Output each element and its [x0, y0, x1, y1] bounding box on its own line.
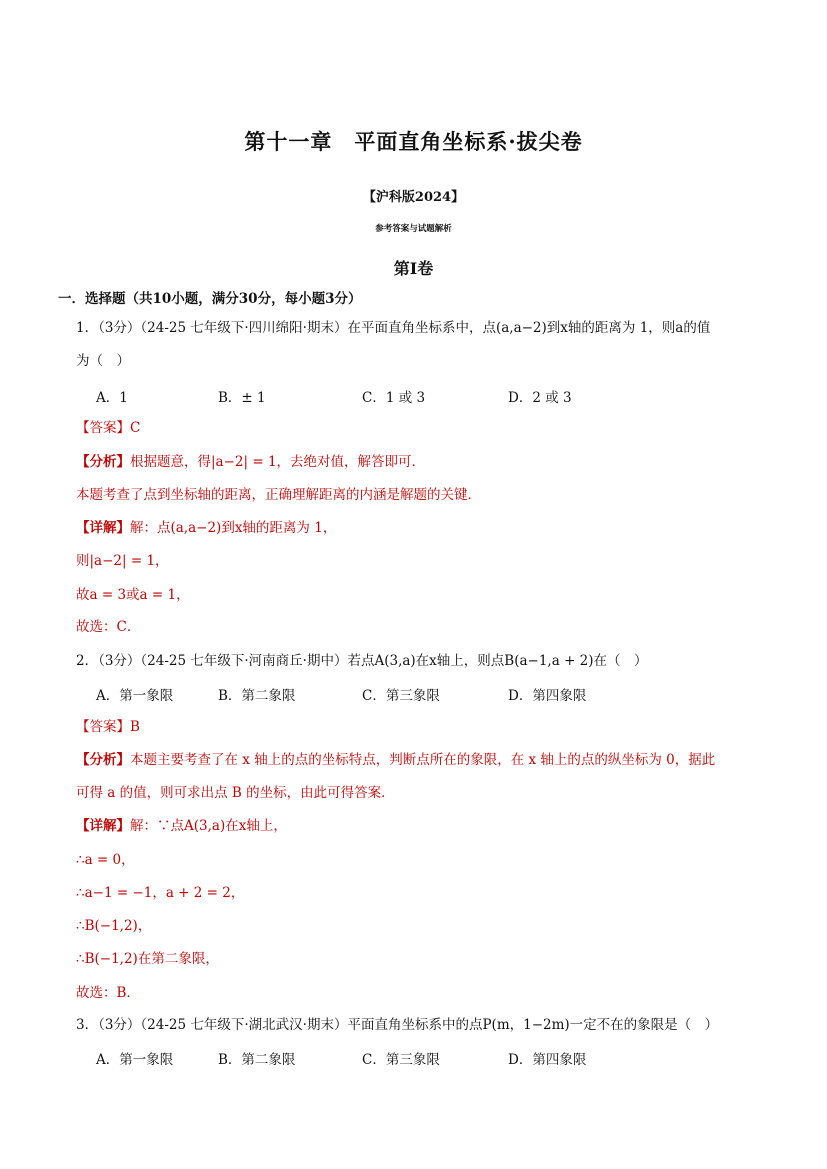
q1-detail-tag: 【详解】: [76, 520, 130, 536]
q1-choice: 故选：C．: [76, 619, 141, 635]
q1-option-c: C．1 或 3: [362, 390, 426, 406]
edition-label: 【沪科版2024】: [362, 190, 465, 205]
q1-stem-line2: 为（ ）: [76, 353, 130, 369]
q2-analysis-tag: 【分析】: [76, 752, 130, 768]
volume-heading: 第I卷: [393, 259, 434, 278]
q2-choice: 故选：B．: [76, 985, 140, 1001]
q2-detail-tag: 【详解】: [76, 818, 130, 834]
q1-option-a: A．1: [96, 390, 128, 406]
q2-option-b: B．第二象限: [218, 688, 296, 704]
q2-step-2: ∴a−1 = −1，a + 2 = 2，: [76, 885, 245, 901]
q1-option-b: B．± 1: [218, 390, 266, 406]
q2-analysis-cont: 可得 a 的值，则可求出点 B 的坐标，由此可得答案．: [76, 785, 395, 801]
q1-stem-line1: 1．（3分）（24-25 七年级下·四川绵阳·期末）在平面直角坐标系中，点(a,a−2)到x轴的距离为 1，则a的值: [76, 320, 711, 336]
q1-detail: [76, 518, 336, 538]
section-heading: 一．选择题（共10小题，满分30分，每小题3分）: [58, 291, 362, 307]
q1-analysis-summary: 本题考查了点到坐标轴的距离，正确理解距离的内涵是解题的关键．: [76, 487, 481, 503]
q2-step-3: ∴B(−1,2)，: [76, 918, 152, 934]
q1-step-2: 故a = 3或a = 1，: [76, 587, 190, 603]
q2-answer: 【答案】B: [76, 719, 140, 735]
q2-option-a: A．第一象限: [96, 688, 174, 704]
q3-option-a: A．第一象限: [96, 1052, 174, 1068]
q1-analysis-tag: 【分析】: [76, 454, 130, 470]
q2-analysis-text: 本题主要考查了在 x 轴上的点的坐标特点，判断点所在的象限，在 x 轴上的点的纵坐标为 0，据此: [130, 752, 716, 768]
q2-option-c: C．第三象限: [362, 688, 440, 704]
q2-detail: [76, 816, 287, 836]
q1-analysis-text: 根据题意，得|a−2| = 1，去绝对值，解答即可．: [130, 454, 426, 470]
q3-option-d: D．第四象限: [508, 1052, 587, 1068]
document-title: 第十一章 平面直角坐标系·拔尖卷: [244, 129, 583, 154]
q3-option-c: C．第三象限: [362, 1052, 440, 1068]
q2-option-d: D．第四象限: [508, 688, 587, 704]
q2-step-1: ∴a = 0，: [76, 852, 135, 868]
q2-detail-text: 解：∵点A(3,a)在x轴上，: [130, 818, 287, 834]
q2-stem: 2．（3分）（24-25 七年级下·河南商丘·期中）若点A(3,a)在x轴上，则点B(a−1,a + 2)在（ ）: [76, 653, 648, 669]
q1-option-d: D．2 或 3: [508, 390, 572, 406]
q3-option-b: B．第二象限: [218, 1052, 296, 1068]
q2-step-4: ∴B(−1,2)在第二象限，: [76, 951, 219, 967]
q1-analysis: [76, 452, 425, 472]
q3-stem: 3．（3分）（24-25 七年级下·湖北武汉·期末）平面直角坐标系中的点P(m，1−2m)一定不在的象限是（ ）: [76, 1017, 719, 1033]
q1-step-1: 则|a−2| = 1，: [76, 553, 169, 569]
q1-detail-text: 解：点(a,a−2)到x轴的距离为 1，: [130, 520, 337, 536]
document-subtitle: 参考答案与试题解析: [375, 224, 452, 234]
q1-answer: 【答案】C: [76, 420, 141, 436]
q2-analysis: [76, 750, 715, 770]
